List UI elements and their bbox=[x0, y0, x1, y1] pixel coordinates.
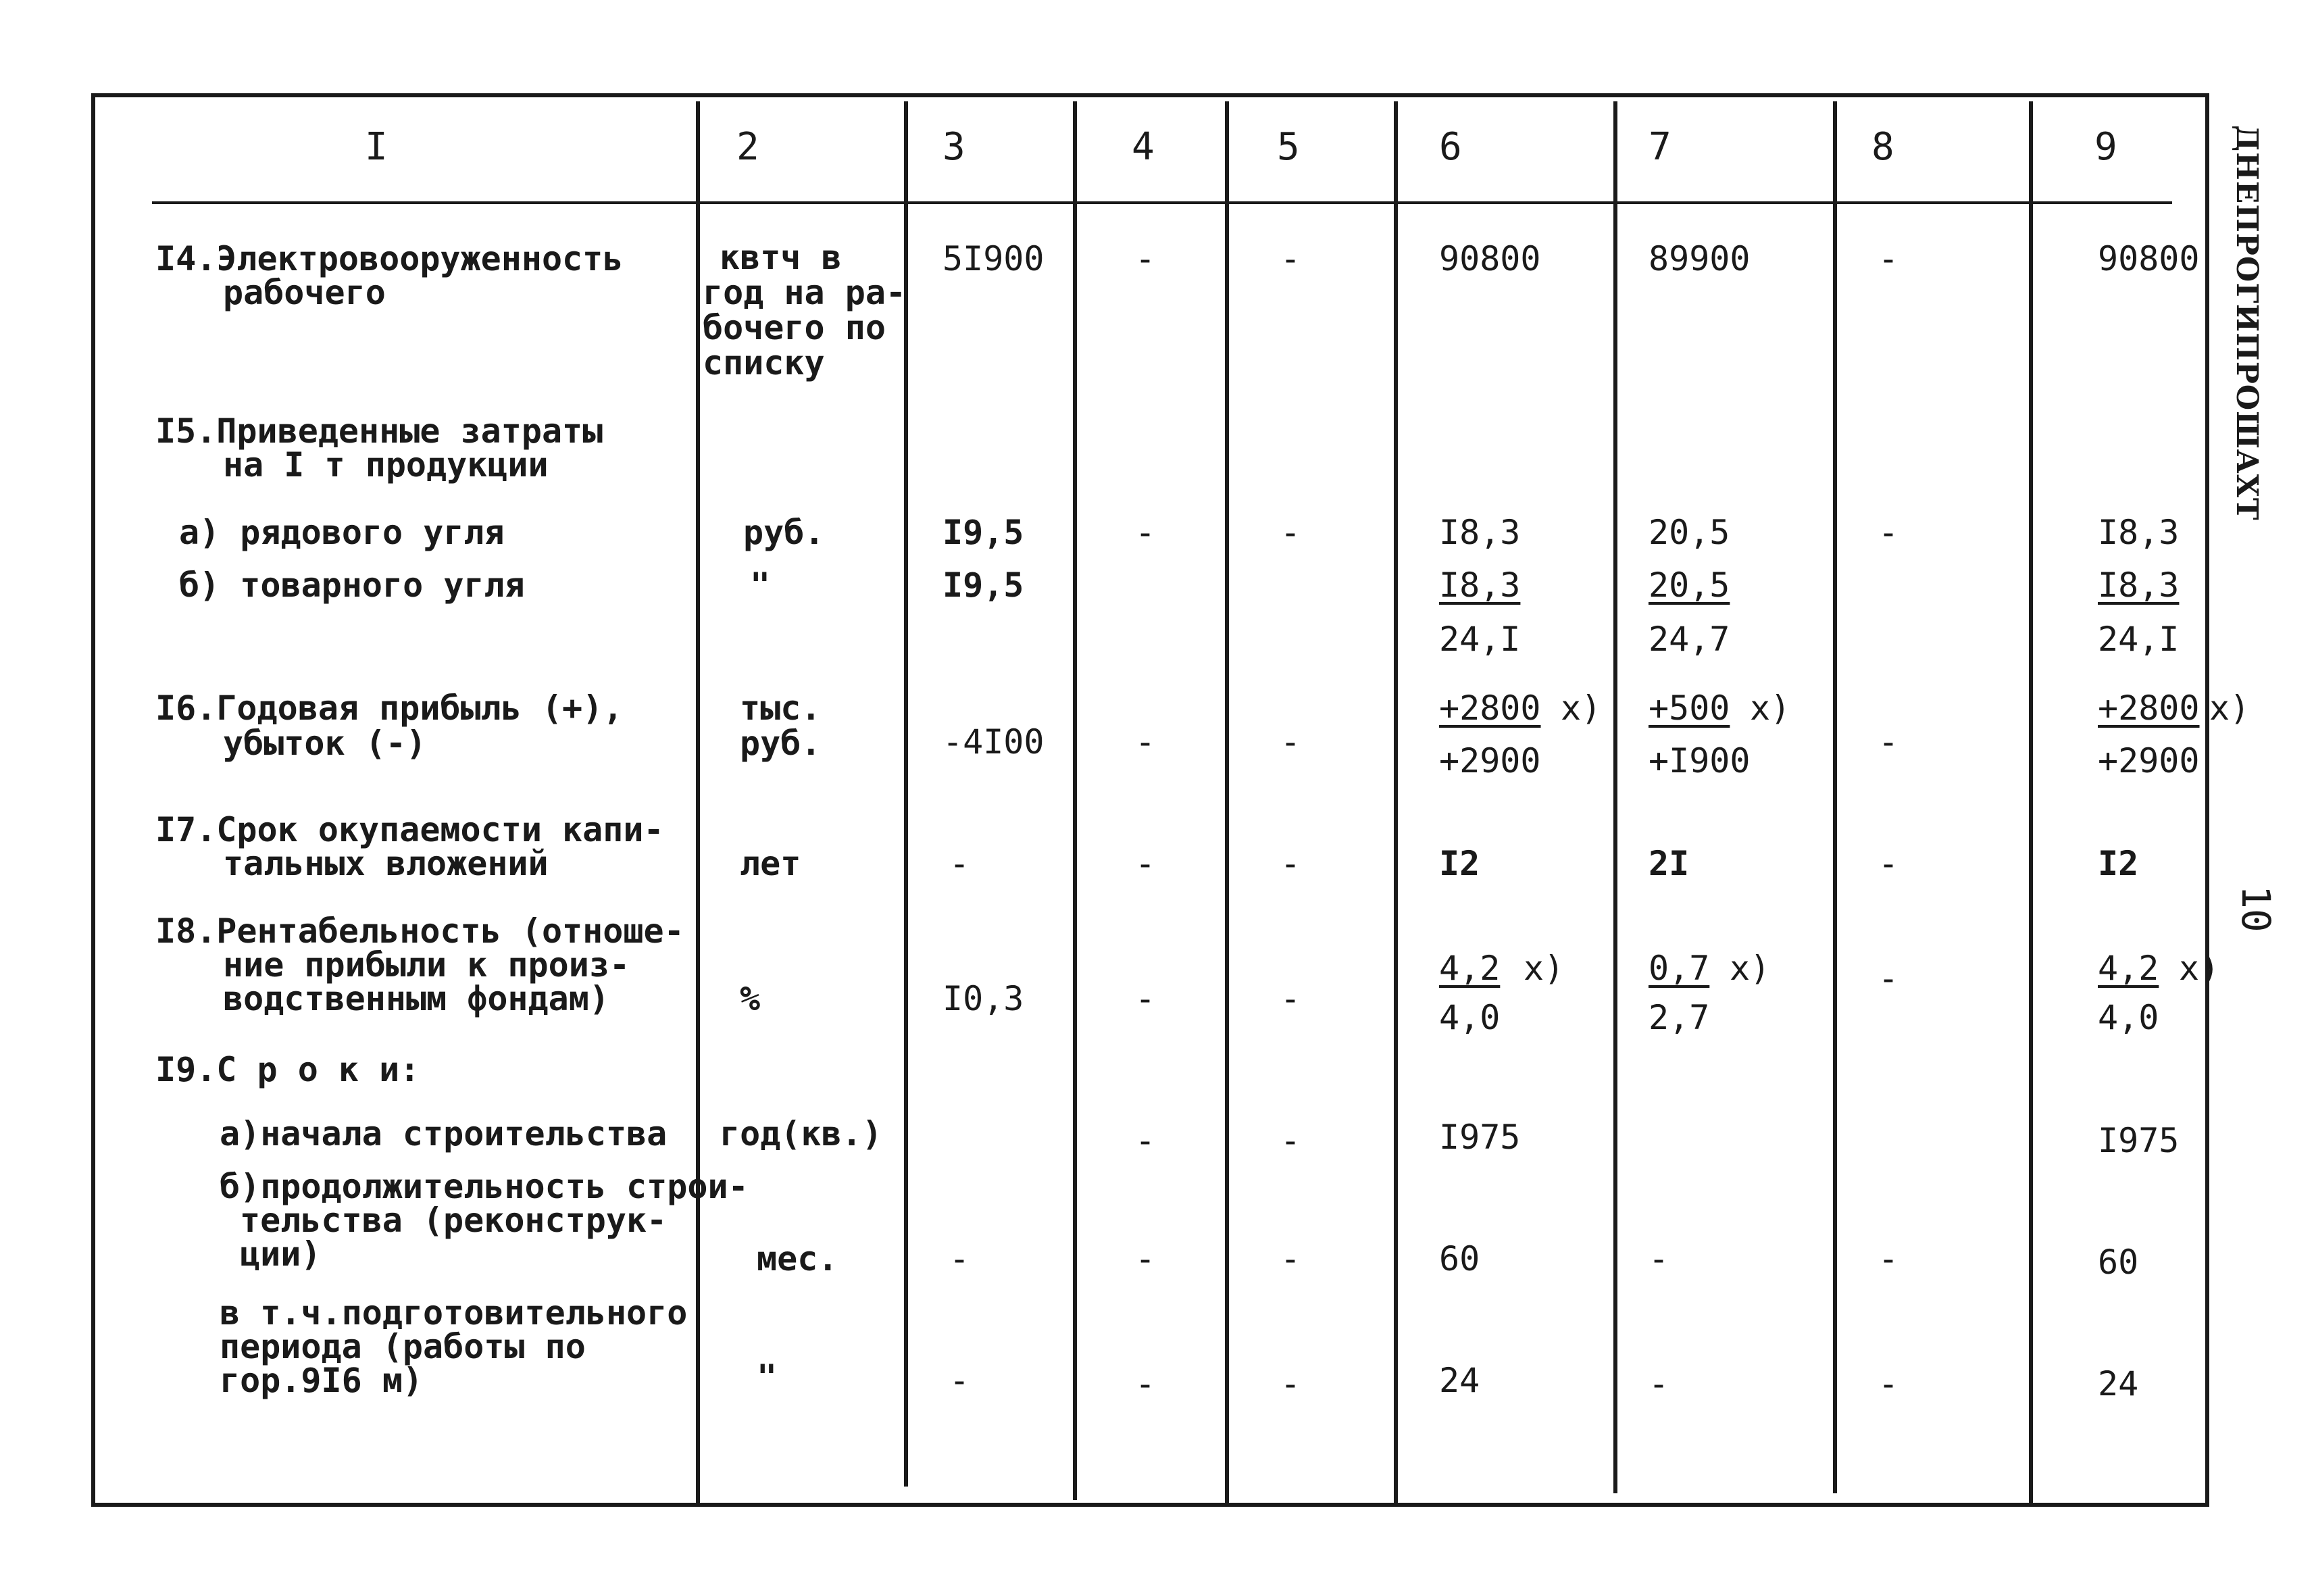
row19a-unit: год(кв.) bbox=[720, 1114, 882, 1153]
row14-col6: 90800 bbox=[1439, 239, 1541, 278]
row15b-unit: " bbox=[750, 566, 771, 605]
row14-col7: 89900 bbox=[1649, 239, 1751, 278]
organization-stamp: ДНЕПРОГИПРОШАХТ bbox=[2230, 125, 2264, 521]
row18-col7-bottom: 2,7 bbox=[1649, 998, 1710, 1037]
row15a-col7: 20,5 bbox=[1649, 513, 1730, 552]
row19a-col4: - bbox=[1135, 1121, 1156, 1160]
row16-col7-bottom: +I900 bbox=[1649, 741, 1751, 780]
page-number: 10 bbox=[2233, 885, 2279, 932]
row15b-col7-bottom: 24,7 bbox=[1649, 620, 1730, 659]
row18-col9-bottom: 4,0 bbox=[2098, 998, 2159, 1037]
row16-unit-line1: тыс. bbox=[740, 689, 822, 728]
row18-label-line1: I8.Рентабельность (отноше- bbox=[155, 912, 684, 951]
row19c-label-line3: гор.9I6 м) bbox=[220, 1361, 424, 1400]
row14-unit-line3: бочего по bbox=[703, 308, 886, 347]
row15a-col4: - bbox=[1135, 513, 1156, 552]
row16-col6-mark: x) bbox=[1561, 689, 1602, 728]
row16-col7-top: +500 bbox=[1649, 689, 1730, 728]
row19c-label-line2: периода (работы по bbox=[220, 1327, 586, 1366]
row15b-col3: I9,5 bbox=[942, 566, 1024, 605]
row19a-col9: I975 bbox=[2098, 1121, 2180, 1160]
row16-col8: - bbox=[1878, 722, 1899, 762]
row19b-col6: 60 bbox=[1439, 1239, 1480, 1278]
row14-label-line1: I4.Электровооруженность bbox=[155, 239, 624, 278]
row15a-label: а) рядового угля bbox=[179, 513, 505, 552]
row17-col6: I2 bbox=[1439, 844, 1480, 883]
row17-col7: 2I bbox=[1649, 844, 1690, 883]
row19b-col9: 60 bbox=[2098, 1243, 2139, 1282]
row19c-label-line1: в т.ч.подготовительного bbox=[220, 1293, 688, 1332]
row19b-unit: мес. bbox=[757, 1239, 838, 1278]
row19b-col3: - bbox=[949, 1239, 970, 1278]
row17-unit: лет bbox=[740, 844, 801, 883]
row17-col3: - bbox=[949, 844, 970, 883]
row15-label-line1: I5.Приведенные затраты bbox=[155, 412, 603, 451]
row14-unit-line1: квтч в bbox=[720, 238, 842, 277]
row19c-col8: - bbox=[1878, 1364, 1899, 1403]
row17-col8: - bbox=[1878, 844, 1899, 883]
row16-col9-mark: x) bbox=[2209, 689, 2250, 728]
row16-col6-bottom: +2900 bbox=[1439, 741, 1541, 780]
row19b-label-line2: тельства (реконструк- bbox=[240, 1201, 668, 1240]
row18-label-line2: ние прибыли к произ- bbox=[223, 945, 630, 984]
row19b-col4: - bbox=[1135, 1239, 1156, 1278]
row14-col3: 5I900 bbox=[942, 239, 1045, 278]
row18-unit: % bbox=[740, 979, 761, 1018]
row17-col9: I2 bbox=[2098, 844, 2139, 883]
col-header-1: I bbox=[365, 125, 388, 169]
col-divider-4-5 bbox=[1225, 101, 1229, 1507]
row19c-col6: 24 bbox=[1439, 1361, 1480, 1400]
row15a-col5: - bbox=[1280, 513, 1301, 552]
row15b-col9-bottom: 24,I bbox=[2098, 620, 2180, 659]
row16-col9-bottom: +2900 bbox=[2098, 741, 2200, 780]
row19b-col7: - bbox=[1649, 1239, 1669, 1278]
row15b-col6-bottom: 24,I bbox=[1439, 620, 1521, 659]
row19c-unit: " bbox=[757, 1357, 778, 1397]
row14-unit-line4: списку bbox=[703, 343, 825, 382]
col-header-4: 4 bbox=[1132, 125, 1155, 169]
row19c-col7: - bbox=[1649, 1364, 1669, 1403]
row15b-label: б) товарного угля bbox=[179, 566, 525, 605]
row18-label-line3: водственным фондам) bbox=[223, 979, 609, 1018]
row19a-col5: - bbox=[1280, 1121, 1301, 1160]
col-divider-7-8 bbox=[1833, 101, 1837, 1493]
col-header-5: 5 bbox=[1277, 125, 1300, 169]
row17-label-line2: тальных вложений bbox=[223, 844, 549, 883]
row19c-col4: - bbox=[1135, 1364, 1156, 1403]
row14-label-line2: рабочего bbox=[223, 273, 386, 312]
row17-col5: - bbox=[1280, 844, 1301, 883]
row18-col5: - bbox=[1280, 979, 1301, 1018]
row18-col6-top: 4,2 bbox=[1439, 949, 1501, 988]
row15-label-line2: на I т продукции bbox=[223, 445, 549, 484]
row18-col8: - bbox=[1878, 959, 1899, 998]
row19-label: I9.С р о к и: bbox=[155, 1050, 420, 1089]
row19a-label: а)начала строительства bbox=[220, 1114, 668, 1153]
row18-col3: I0,3 bbox=[942, 979, 1024, 1018]
row17-label-line1: I7.Срок окупаемости капи- bbox=[155, 810, 664, 849]
row19a-col6: I975 bbox=[1439, 1118, 1521, 1157]
row15b-col9-top: I8,3 bbox=[2098, 566, 2180, 605]
row15a-col8: - bbox=[1878, 513, 1899, 552]
row14-col8: - bbox=[1878, 239, 1899, 278]
col-header-9: 9 bbox=[2094, 125, 2117, 169]
col-divider-1-2 bbox=[696, 101, 700, 1507]
row15a-col3: I9,5 bbox=[942, 513, 1024, 552]
col-header-6: 6 bbox=[1439, 125, 1462, 169]
row18-col9-mark: x) bbox=[2179, 949, 2220, 988]
row17-col4: - bbox=[1135, 844, 1156, 883]
col-divider-5-6 bbox=[1394, 101, 1398, 1507]
col-header-2: 2 bbox=[736, 125, 759, 169]
row16-col5: - bbox=[1280, 722, 1301, 762]
row16-col6-top: +2800 bbox=[1439, 689, 1541, 728]
row19b-col8: - bbox=[1878, 1239, 1899, 1278]
row14-col4: - bbox=[1135, 239, 1156, 278]
row16-col3: -4I00 bbox=[942, 722, 1045, 762]
col-header-8: 8 bbox=[1871, 125, 1894, 169]
row18-col4: - bbox=[1135, 979, 1156, 1018]
row16-label-line2: убыток (-) bbox=[223, 724, 427, 763]
row19c-col9: 24 bbox=[2098, 1364, 2139, 1403]
col-header-3: 3 bbox=[942, 125, 965, 169]
col-divider-3-4 bbox=[1073, 101, 1077, 1500]
header-rule bbox=[152, 201, 2172, 204]
row18-col6-bottom: 4,0 bbox=[1439, 998, 1501, 1037]
row16-col7-mark: x) bbox=[1750, 689, 1791, 728]
row15a-unit: руб. bbox=[743, 513, 825, 552]
row16-col9-top: +2800 bbox=[2098, 689, 2200, 728]
col-divider-8-9 bbox=[2029, 101, 2033, 1507]
row19c-col5: - bbox=[1280, 1364, 1301, 1403]
col-header-7: 7 bbox=[1649, 125, 1671, 169]
row19b-label-line1: б)продолжительность строи- bbox=[220, 1167, 749, 1206]
row16-col4: - bbox=[1135, 722, 1156, 762]
row16-unit-line2: руб. bbox=[740, 724, 822, 763]
col-divider-6-7 bbox=[1613, 101, 1617, 1493]
row19c-col3: - bbox=[949, 1361, 970, 1400]
row14-col5: - bbox=[1280, 239, 1301, 278]
row15b-col7-top: 20,5 bbox=[1649, 566, 1730, 605]
row15b-col6-top: I8,3 bbox=[1439, 566, 1521, 605]
row18-col6-mark: x) bbox=[1524, 949, 1565, 988]
row16-label-line1: I6.Годовая прибыль (+), bbox=[155, 689, 624, 728]
row18-col9-top: 4,2 bbox=[2098, 949, 2159, 988]
row14-unit-line2: год на ра- bbox=[703, 273, 907, 312]
row14-col9: 90800 bbox=[2098, 239, 2200, 278]
row18-col7-mark: x) bbox=[1730, 949, 1771, 988]
row19b-label-line3: ции) bbox=[240, 1235, 322, 1274]
row15a-col9: I8,3 bbox=[2098, 513, 2180, 552]
row19b-col5: - bbox=[1280, 1239, 1301, 1278]
row15a-col6: I8,3 bbox=[1439, 513, 1521, 552]
row18-col7-top: 0,7 bbox=[1649, 949, 1710, 988]
